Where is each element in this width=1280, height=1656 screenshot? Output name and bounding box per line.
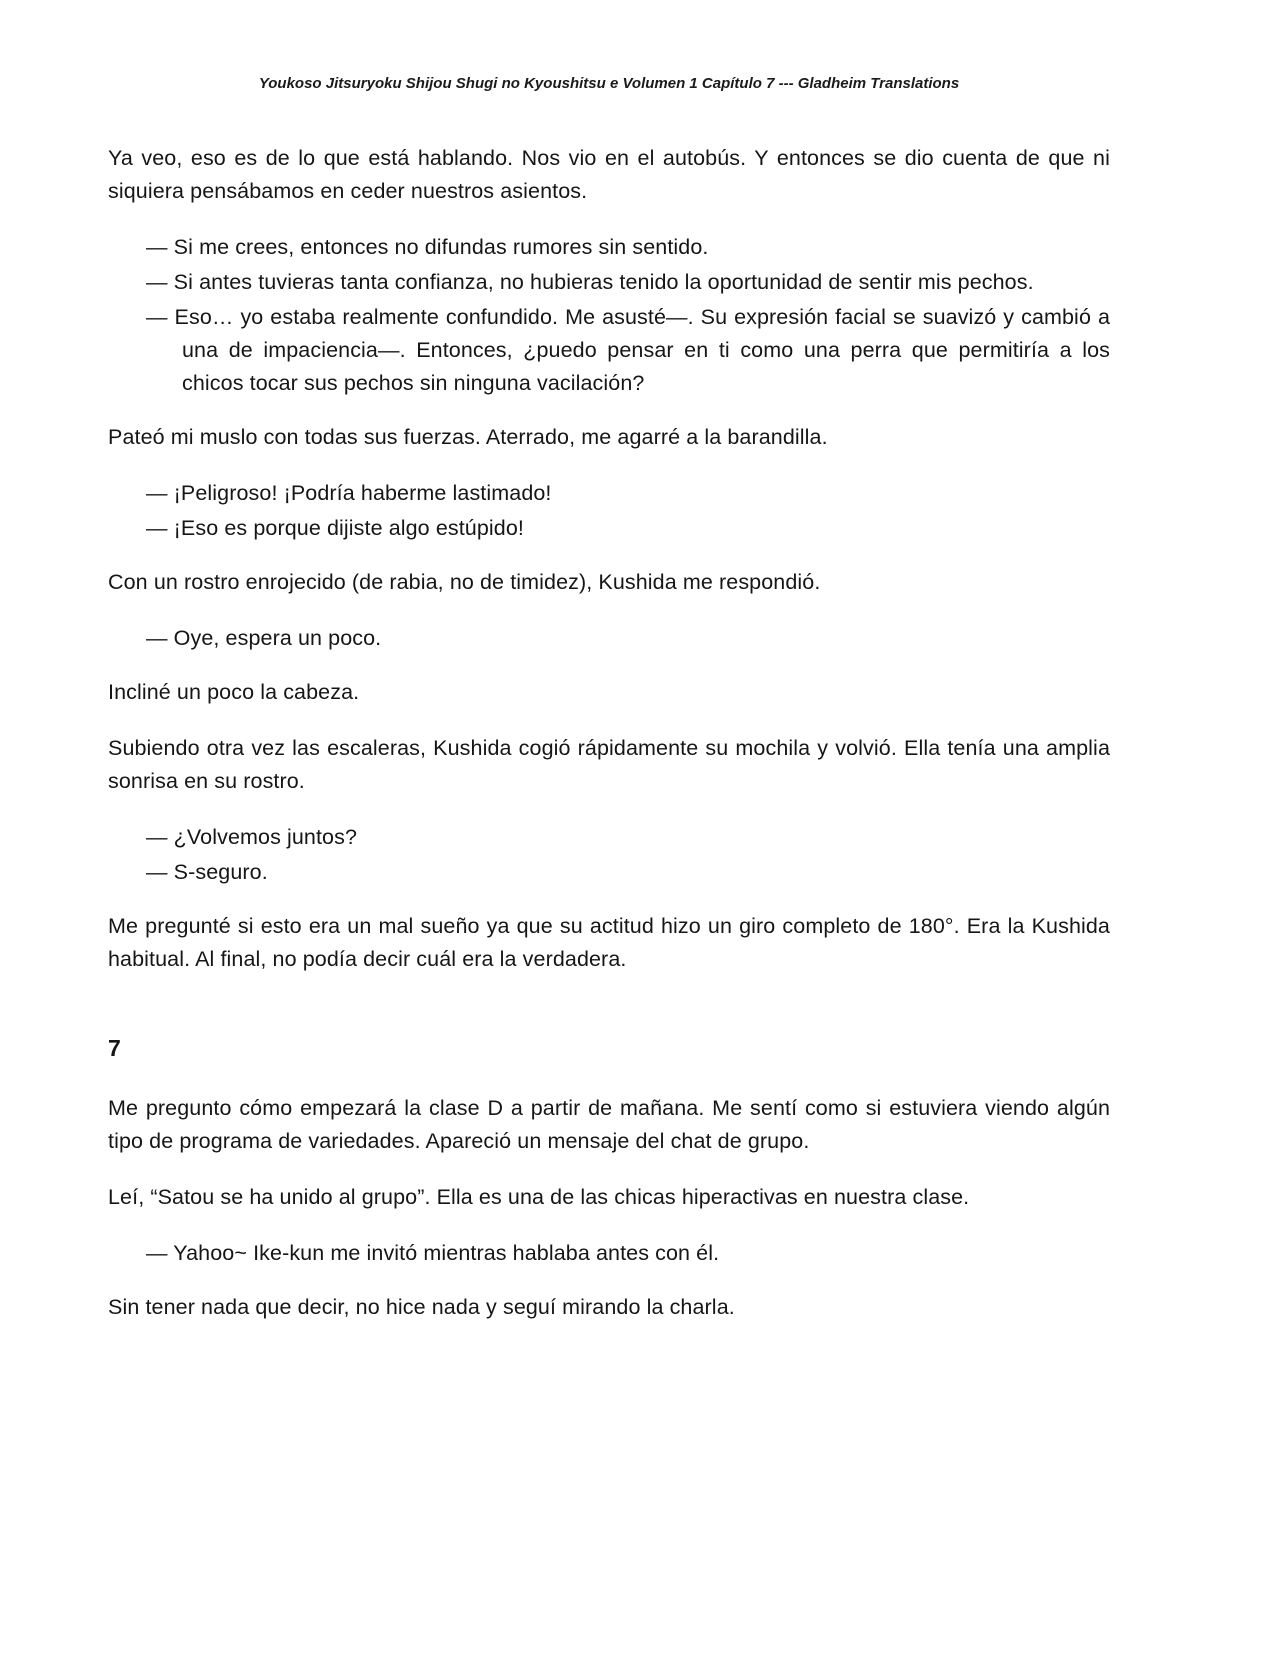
paragraph: Me pregunto cómo empezará la clase D a partir de mañana. Me sentí como si estuviera viendo algún tipo de programa de variedades. Apareció un mensaje del chat de grupo.: [108, 1096, 1110, 1153]
dialogue-line: — S-seguro.: [146, 860, 268, 884]
dialogue-line: — Oye, espera un poco.: [146, 626, 382, 650]
document-header: Youkoso Jitsuryoku Shijou Shugi no Kyoushitsu e Volumen 1 Capítulo 7 --- Gladheim Translations: [258, 75, 960, 92]
paragraph: Subiendo otra vez las escaleras, Kushida cogió rápidamente su mochila y volvió. Ella tenía una amplia sonrisa en su rostro.: [108, 736, 1110, 793]
paragraph: Ya veo, eso es de lo que está hablando. Nos vio en el autobús. Y entonces se dio cuenta de que ni siquiera pensábamos en ceder nuestros asientos.: [108, 146, 1110, 203]
dialogue-line: — ¿Volvemos juntos?: [146, 825, 358, 849]
paragraph: Leí, “Satou se ha unido al grupo”. Ella es una de las chicas hiperactivas en nuestra clase.: [108, 1185, 970, 1209]
section-heading: 7: [108, 1035, 121, 1061]
paragraph: Me pregunté si esto era un mal sueño ya que su actitud hizo un giro completo de 180°. Era la Kushida habitual. Al final, no podía decir cuál era la verdadera.: [108, 914, 1110, 971]
dialogue-line: — Si antes tuvieras tanta confianza, no hubieras tenido la oportunidad de sentir mis pechos.: [146, 270, 1034, 294]
dialogue-line: — Si me crees, entonces no difundas rumores sin sentido.: [146, 235, 709, 259]
paragraph: Incliné un poco la cabeza.: [108, 680, 360, 704]
dialogue-line: — ¡Eso es porque dijiste algo estúpido!: [146, 516, 524, 540]
dialogue-line: — Eso… yo estaba realmente confundido. Me asusté—. Su expresión facial se suavizó y cambió a una de impaciencia—. Entonces, ¿puedo pensar en ti como una perra que permitiría a los chicos tocar sus pechos sin ninguna vacilación?: [146, 305, 1110, 395]
paragraph: Sin tener nada que decir, no hice nada y seguí mirando la charla.: [108, 1295, 735, 1319]
document-body: [108, 142, 1110, 1324]
dialogue-line: — ¡Peligroso! ¡Podría haberme lastimado!: [146, 481, 552, 505]
paragraph: Con un rostro enrojecido (de rabia, no de timidez), Kushida me respondió.: [108, 570, 821, 594]
paragraph: Pateó mi muslo con todas sus fuerzas. Aterrado, me agarré a la barandilla.: [108, 425, 828, 449]
dialogue-line: — Yahoo~ Ike-kun me invitó mientras hablaba antes con él.: [146, 1241, 720, 1265]
